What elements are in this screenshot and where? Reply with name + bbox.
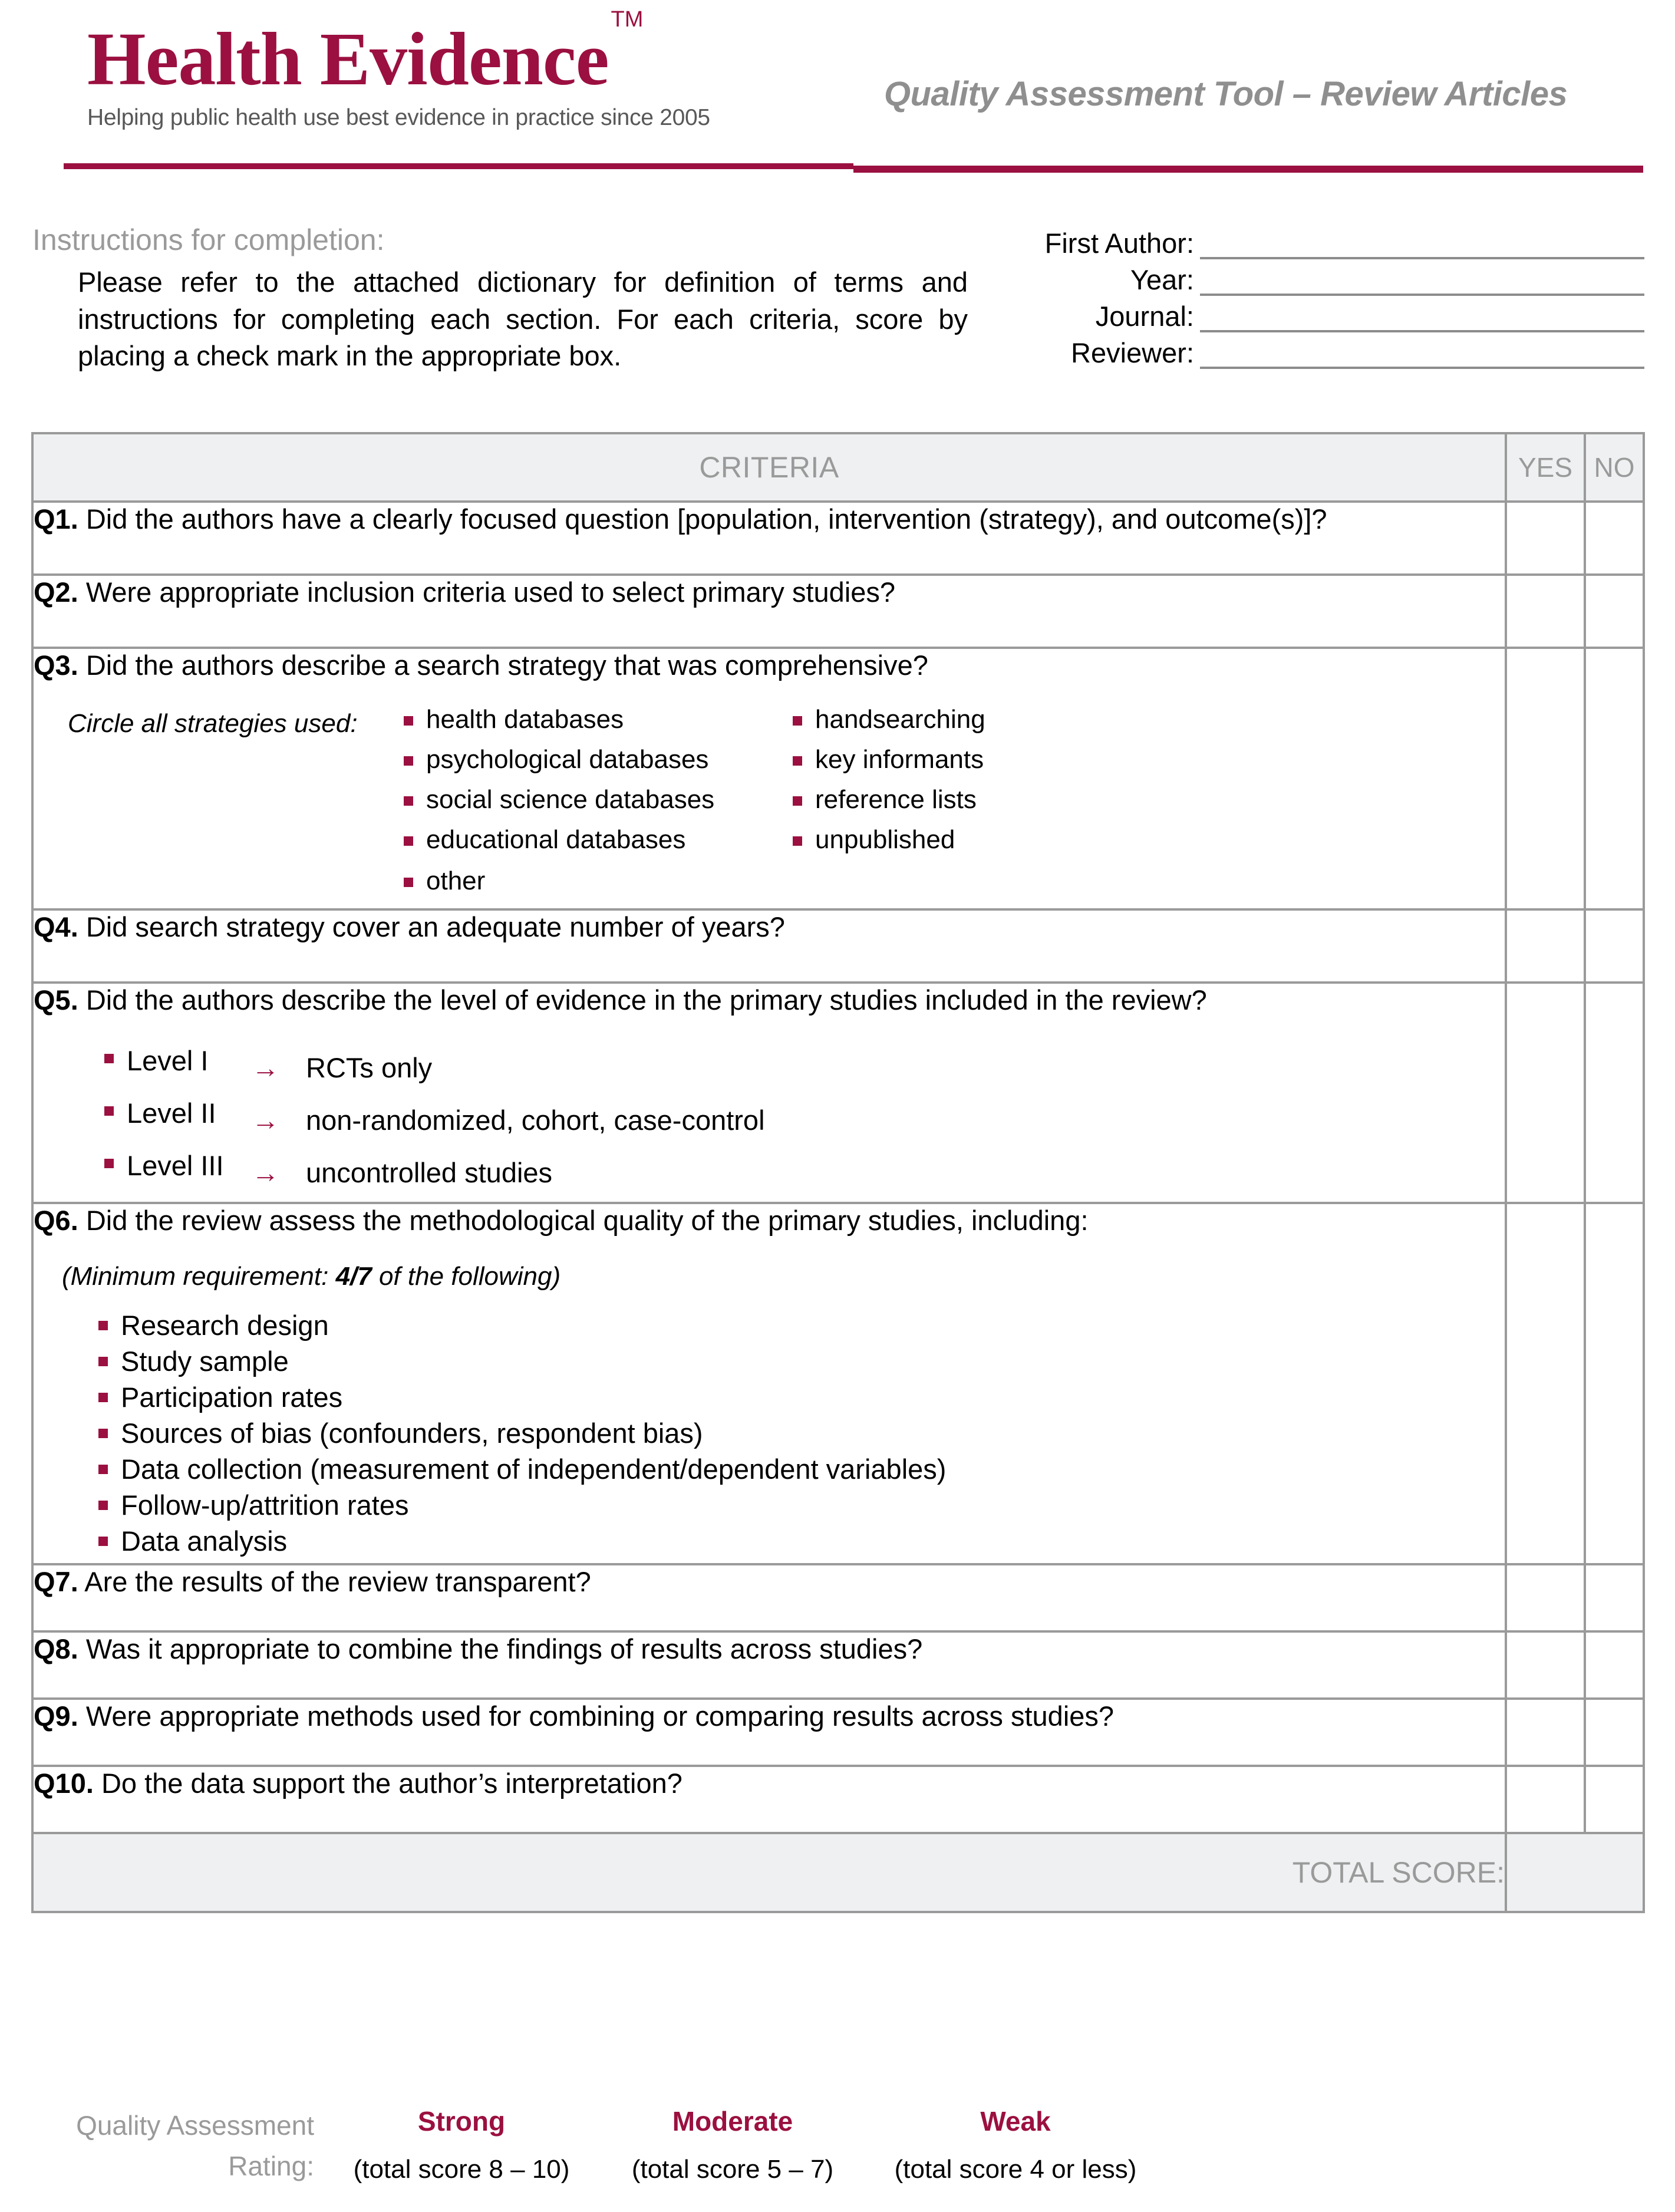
q7-number: Q7. bbox=[34, 1566, 78, 1598]
criteria-cell-q4 bbox=[32, 909, 1506, 983]
list-item bbox=[98, 1455, 1505, 1483]
yes-checkbox-q1[interactable] bbox=[1506, 502, 1585, 575]
q9-text: Were appropriate methods used for combining or comparing results across studies? bbox=[78, 1700, 1115, 1732]
q2-number: Q2. bbox=[34, 576, 78, 608]
rating-option-weak bbox=[862, 2105, 1169, 2184]
q6-item-label: Data analysis bbox=[121, 1525, 288, 1557]
strategy-label: handsearching bbox=[815, 705, 985, 734]
q1-number: Q1. bbox=[34, 503, 78, 535]
q6-item-label: Study sample bbox=[121, 1346, 289, 1377]
rating-option-moderate bbox=[603, 2105, 862, 2184]
total-score-label: TOTAL SCORE: bbox=[32, 1833, 1506, 1912]
q6-number: Q6. bbox=[34, 1204, 78, 1236]
yes-checkbox-q10[interactable] bbox=[1506, 1766, 1585, 1833]
no-checkbox-q9[interactable] bbox=[1585, 1699, 1644, 1766]
strategy-label: psychological databases bbox=[426, 745, 709, 774]
column-header-yes: YES bbox=[1506, 433, 1585, 502]
square-bullet-icon bbox=[104, 1106, 114, 1116]
brand-wordmark-text: Health Evidence bbox=[87, 17, 609, 101]
no-checkbox-q6[interactable] bbox=[1585, 1203, 1644, 1564]
criteria-cell-q5 bbox=[32, 983, 1506, 1202]
instructions-heading: Instructions for completion: bbox=[32, 223, 385, 256]
rating-title-line2: Rating: bbox=[228, 2151, 314, 2181]
strategy-label: other bbox=[426, 866, 486, 896]
yes-checkbox-q2[interactable] bbox=[1506, 575, 1585, 648]
strategy-option[interactable] bbox=[404, 787, 793, 813]
no-checkbox-q4[interactable] bbox=[1585, 909, 1644, 983]
yes-checkbox-q3[interactable] bbox=[1506, 648, 1585, 909]
yes-checkbox-q4[interactable] bbox=[1506, 909, 1585, 983]
square-bullet-icon bbox=[793, 836, 802, 846]
q4-number: Q4. bbox=[34, 911, 78, 943]
rating-option-name: Weak bbox=[980, 2106, 1051, 2137]
yes-checkbox-q5[interactable] bbox=[1506, 983, 1585, 1202]
level-label: Level II bbox=[127, 1097, 216, 1129]
instructions-section bbox=[0, 177, 1675, 371]
table-row-q7 bbox=[32, 1564, 1644, 1631]
list-item bbox=[98, 1419, 1505, 1447]
no-checkbox-q8[interactable] bbox=[1585, 1631, 1644, 1699]
strategies-column-a bbox=[404, 707, 793, 908]
q6-note-fraction: 4/7 bbox=[335, 1262, 372, 1291]
square-bullet-icon bbox=[98, 1429, 108, 1438]
no-checkbox-q1[interactable] bbox=[1585, 502, 1644, 575]
square-bullet-icon bbox=[793, 716, 802, 726]
square-bullet-icon bbox=[104, 1054, 114, 1063]
q6-item-label: Follow-up/attrition rates bbox=[121, 1489, 409, 1521]
strategy-option[interactable] bbox=[404, 827, 793, 853]
rating-option-range: (total score 4 or less) bbox=[894, 2155, 1137, 2184]
yes-checkbox-q7[interactable] bbox=[1506, 1564, 1585, 1631]
square-bullet-icon bbox=[404, 878, 413, 887]
square-bullet-icon bbox=[98, 1501, 108, 1510]
field-row-reviewer bbox=[1026, 332, 1644, 369]
table-row-q5 bbox=[32, 983, 1644, 1202]
field-row-journal bbox=[1026, 296, 1644, 332]
criteria-cell-q3 bbox=[32, 648, 1506, 909]
strategy-label: reference lists bbox=[815, 785, 977, 815]
level-row bbox=[104, 1044, 1505, 1084]
no-checkbox-q10[interactable] bbox=[1585, 1766, 1644, 1833]
table-row-total-score bbox=[32, 1833, 1644, 1912]
table-row-q1 bbox=[32, 502, 1644, 575]
strategy-option[interactable] bbox=[404, 747, 793, 773]
strategy-option[interactable] bbox=[793, 747, 985, 773]
arrow-right-icon: → bbox=[252, 1051, 279, 1083]
journal-label: Journal: bbox=[1095, 301, 1194, 332]
first-author-input[interactable] bbox=[1200, 225, 1644, 259]
no-checkbox-q7[interactable] bbox=[1585, 1564, 1644, 1631]
field-row-year bbox=[1026, 259, 1644, 296]
q6-item-label: Participation rates bbox=[121, 1382, 343, 1413]
q6-item-label: Research design bbox=[121, 1310, 329, 1341]
journal-input[interactable] bbox=[1200, 298, 1644, 332]
q6-minimum-requirement-note bbox=[34, 1262, 1505, 1291]
q8-number: Q8. bbox=[34, 1633, 78, 1665]
article-metadata-fields bbox=[1026, 223, 1644, 369]
rating-title-line1: Quality Assessment bbox=[76, 2110, 314, 2141]
strategy-label: social science databases bbox=[426, 785, 715, 815]
yes-checkbox-q6[interactable] bbox=[1506, 1203, 1585, 1564]
list-item bbox=[98, 1311, 1505, 1339]
rating-option-strong bbox=[320, 2105, 603, 2184]
year-input[interactable] bbox=[1200, 262, 1644, 296]
criteria-cell-q2 bbox=[32, 575, 1506, 648]
square-bullet-icon bbox=[98, 1357, 108, 1366]
q9-number: Q9. bbox=[34, 1700, 78, 1732]
circle-all-strategies-label: Circle all strategies used: bbox=[68, 709, 358, 739]
strategy-label: health databases bbox=[426, 705, 624, 734]
level-description: non-randomized, cohort, case-control bbox=[306, 1104, 765, 1136]
header-rule-right bbox=[853, 166, 1643, 173]
table-row-q6 bbox=[32, 1203, 1644, 1564]
criteria-cell-q8 bbox=[32, 1631, 1506, 1699]
criteria-cell-q1 bbox=[32, 502, 1506, 575]
table-row-q4 bbox=[32, 909, 1644, 983]
q10-number: Q10. bbox=[34, 1768, 94, 1799]
q10-text: Do the data support the author’s interpretation? bbox=[93, 1768, 682, 1799]
q3-strategies-block bbox=[34, 707, 1505, 908]
q6-item-label: Data collection (measurement of independent/dependent variables) bbox=[121, 1453, 947, 1485]
q3-text: Did the authors describe a search strategy that was comprehensive? bbox=[78, 650, 928, 681]
q6-item-label: Sources of bias (confounders, respondent bias) bbox=[121, 1417, 703, 1449]
criteria-cell-q6 bbox=[32, 1203, 1506, 1564]
list-item bbox=[98, 1383, 1505, 1411]
q5-text: Did the authors describe the level of evidence in the primary studies included in the review? bbox=[78, 984, 1207, 1016]
q5-number: Q5. bbox=[34, 984, 78, 1016]
first-author-label: First Author: bbox=[1044, 228, 1194, 259]
reviewer-input[interactable] bbox=[1200, 335, 1644, 369]
square-bullet-icon bbox=[104, 1159, 114, 1168]
criteria-table bbox=[31, 432, 1645, 1913]
no-checkbox-q3[interactable] bbox=[1585, 648, 1644, 909]
level-description: uncontrolled studies bbox=[306, 1156, 553, 1188]
square-bullet-icon bbox=[404, 716, 413, 726]
q6-quality-items-list bbox=[34, 1311, 1505, 1555]
table-row-q8 bbox=[32, 1631, 1644, 1699]
table-row-q10 bbox=[32, 1766, 1644, 1833]
brand-wordmark bbox=[87, 7, 644, 101]
strategy-label: key informants bbox=[815, 745, 984, 774]
q6-note-prefix: (Minimum requirement: bbox=[62, 1262, 336, 1291]
q2-text: Were appropriate inclusion criteria used to select primary studies? bbox=[78, 576, 896, 608]
total-score-input[interactable] bbox=[1506, 1833, 1644, 1912]
page-header bbox=[0, 0, 1675, 177]
reviewer-label: Reviewer: bbox=[1071, 337, 1194, 368]
square-bullet-icon bbox=[404, 836, 413, 846]
level-label: Level III bbox=[127, 1149, 224, 1181]
strategy-option-other[interactable] bbox=[404, 868, 793, 894]
quality-assessment-rating-section bbox=[31, 2097, 1645, 2187]
arrow-right-icon: → bbox=[252, 1156, 279, 1188]
square-bullet-icon bbox=[98, 1537, 108, 1546]
instructions-body: Please refer to the attached dictionary for definition of terms and instructions for completing each section. For each criteria, score by placing a check mark in the appropriate box. bbox=[78, 266, 968, 371]
arrow-right-icon: → bbox=[252, 1104, 279, 1136]
list-item bbox=[98, 1347, 1505, 1375]
column-header-criteria: CRITERIA bbox=[32, 433, 1506, 502]
field-row-first-author bbox=[1026, 223, 1644, 259]
table-row-q3 bbox=[32, 648, 1644, 909]
square-bullet-icon bbox=[404, 796, 413, 806]
rating-title bbox=[31, 2105, 320, 2187]
strategy-option[interactable] bbox=[793, 787, 985, 813]
page-title: Quality Assessment Tool – Review Articles bbox=[884, 75, 1568, 113]
rating-option-range: (total score 5 – 7) bbox=[631, 2155, 834, 2184]
table-row-q9 bbox=[32, 1699, 1644, 1766]
square-bullet-icon bbox=[98, 1321, 108, 1330]
square-bullet-icon bbox=[98, 1465, 108, 1474]
q4-text: Did search strategy cover an adequate number of years? bbox=[78, 911, 785, 943]
strategy-label: educational databases bbox=[426, 825, 686, 855]
rating-option-name: Moderate bbox=[672, 2106, 793, 2137]
table-header-row bbox=[32, 433, 1644, 502]
table-row-q2 bbox=[32, 575, 1644, 648]
no-checkbox-q2[interactable] bbox=[1585, 575, 1644, 648]
square-bullet-icon bbox=[98, 1393, 108, 1402]
q8-text: Was it appropriate to combine the findings of results across studies? bbox=[78, 1633, 923, 1665]
q6-note-suffix: of the following) bbox=[371, 1262, 561, 1291]
square-bullet-icon bbox=[404, 756, 413, 766]
level-description: RCTs only bbox=[306, 1051, 433, 1083]
q3-number: Q3. bbox=[34, 650, 78, 681]
level-row bbox=[104, 1097, 1505, 1136]
year-label: Year: bbox=[1130, 264, 1194, 295]
square-bullet-icon bbox=[793, 796, 802, 806]
criteria-cell-q9 bbox=[32, 1699, 1506, 1766]
level-row bbox=[104, 1149, 1505, 1189]
rating-option-range: (total score 8 – 10) bbox=[353, 2155, 570, 2184]
trademark-icon: TM bbox=[611, 7, 644, 32]
q5-levels-block bbox=[34, 1044, 1505, 1189]
column-header-no: NO bbox=[1585, 433, 1644, 502]
strategy-option[interactable] bbox=[793, 827, 985, 853]
criteria-cell-q7 bbox=[32, 1564, 1506, 1631]
brand-tagline: Helping public health use best evidence in practice since 2005 bbox=[87, 105, 710, 130]
list-item bbox=[98, 1491, 1505, 1519]
strategies-column-b bbox=[793, 707, 985, 908]
strategy-option[interactable] bbox=[793, 707, 985, 733]
yes-checkbox-q8[interactable] bbox=[1506, 1631, 1585, 1699]
criteria-cell-q10 bbox=[32, 1766, 1506, 1833]
q6-text: Did the review assess the methodological quality of the primary studies, including: bbox=[78, 1204, 1089, 1236]
yes-checkbox-q9[interactable] bbox=[1506, 1699, 1585, 1766]
brand-logo bbox=[87, 7, 836, 131]
strategy-option[interactable] bbox=[404, 707, 793, 733]
rating-option-name: Strong bbox=[417, 2106, 506, 2137]
no-checkbox-q5[interactable] bbox=[1585, 983, 1644, 1202]
q7-text: Are the results of the review transparent? bbox=[78, 1566, 591, 1598]
square-bullet-icon bbox=[793, 756, 802, 766]
header-rule-left bbox=[64, 163, 853, 169]
strategy-label: unpublished bbox=[815, 825, 955, 855]
list-item bbox=[98, 1527, 1505, 1555]
level-label: Level I bbox=[127, 1044, 209, 1076]
q1-text: Did the authors have a clearly focused question [population, intervention (strategy), and outcome(s)]? bbox=[78, 503, 1327, 535]
